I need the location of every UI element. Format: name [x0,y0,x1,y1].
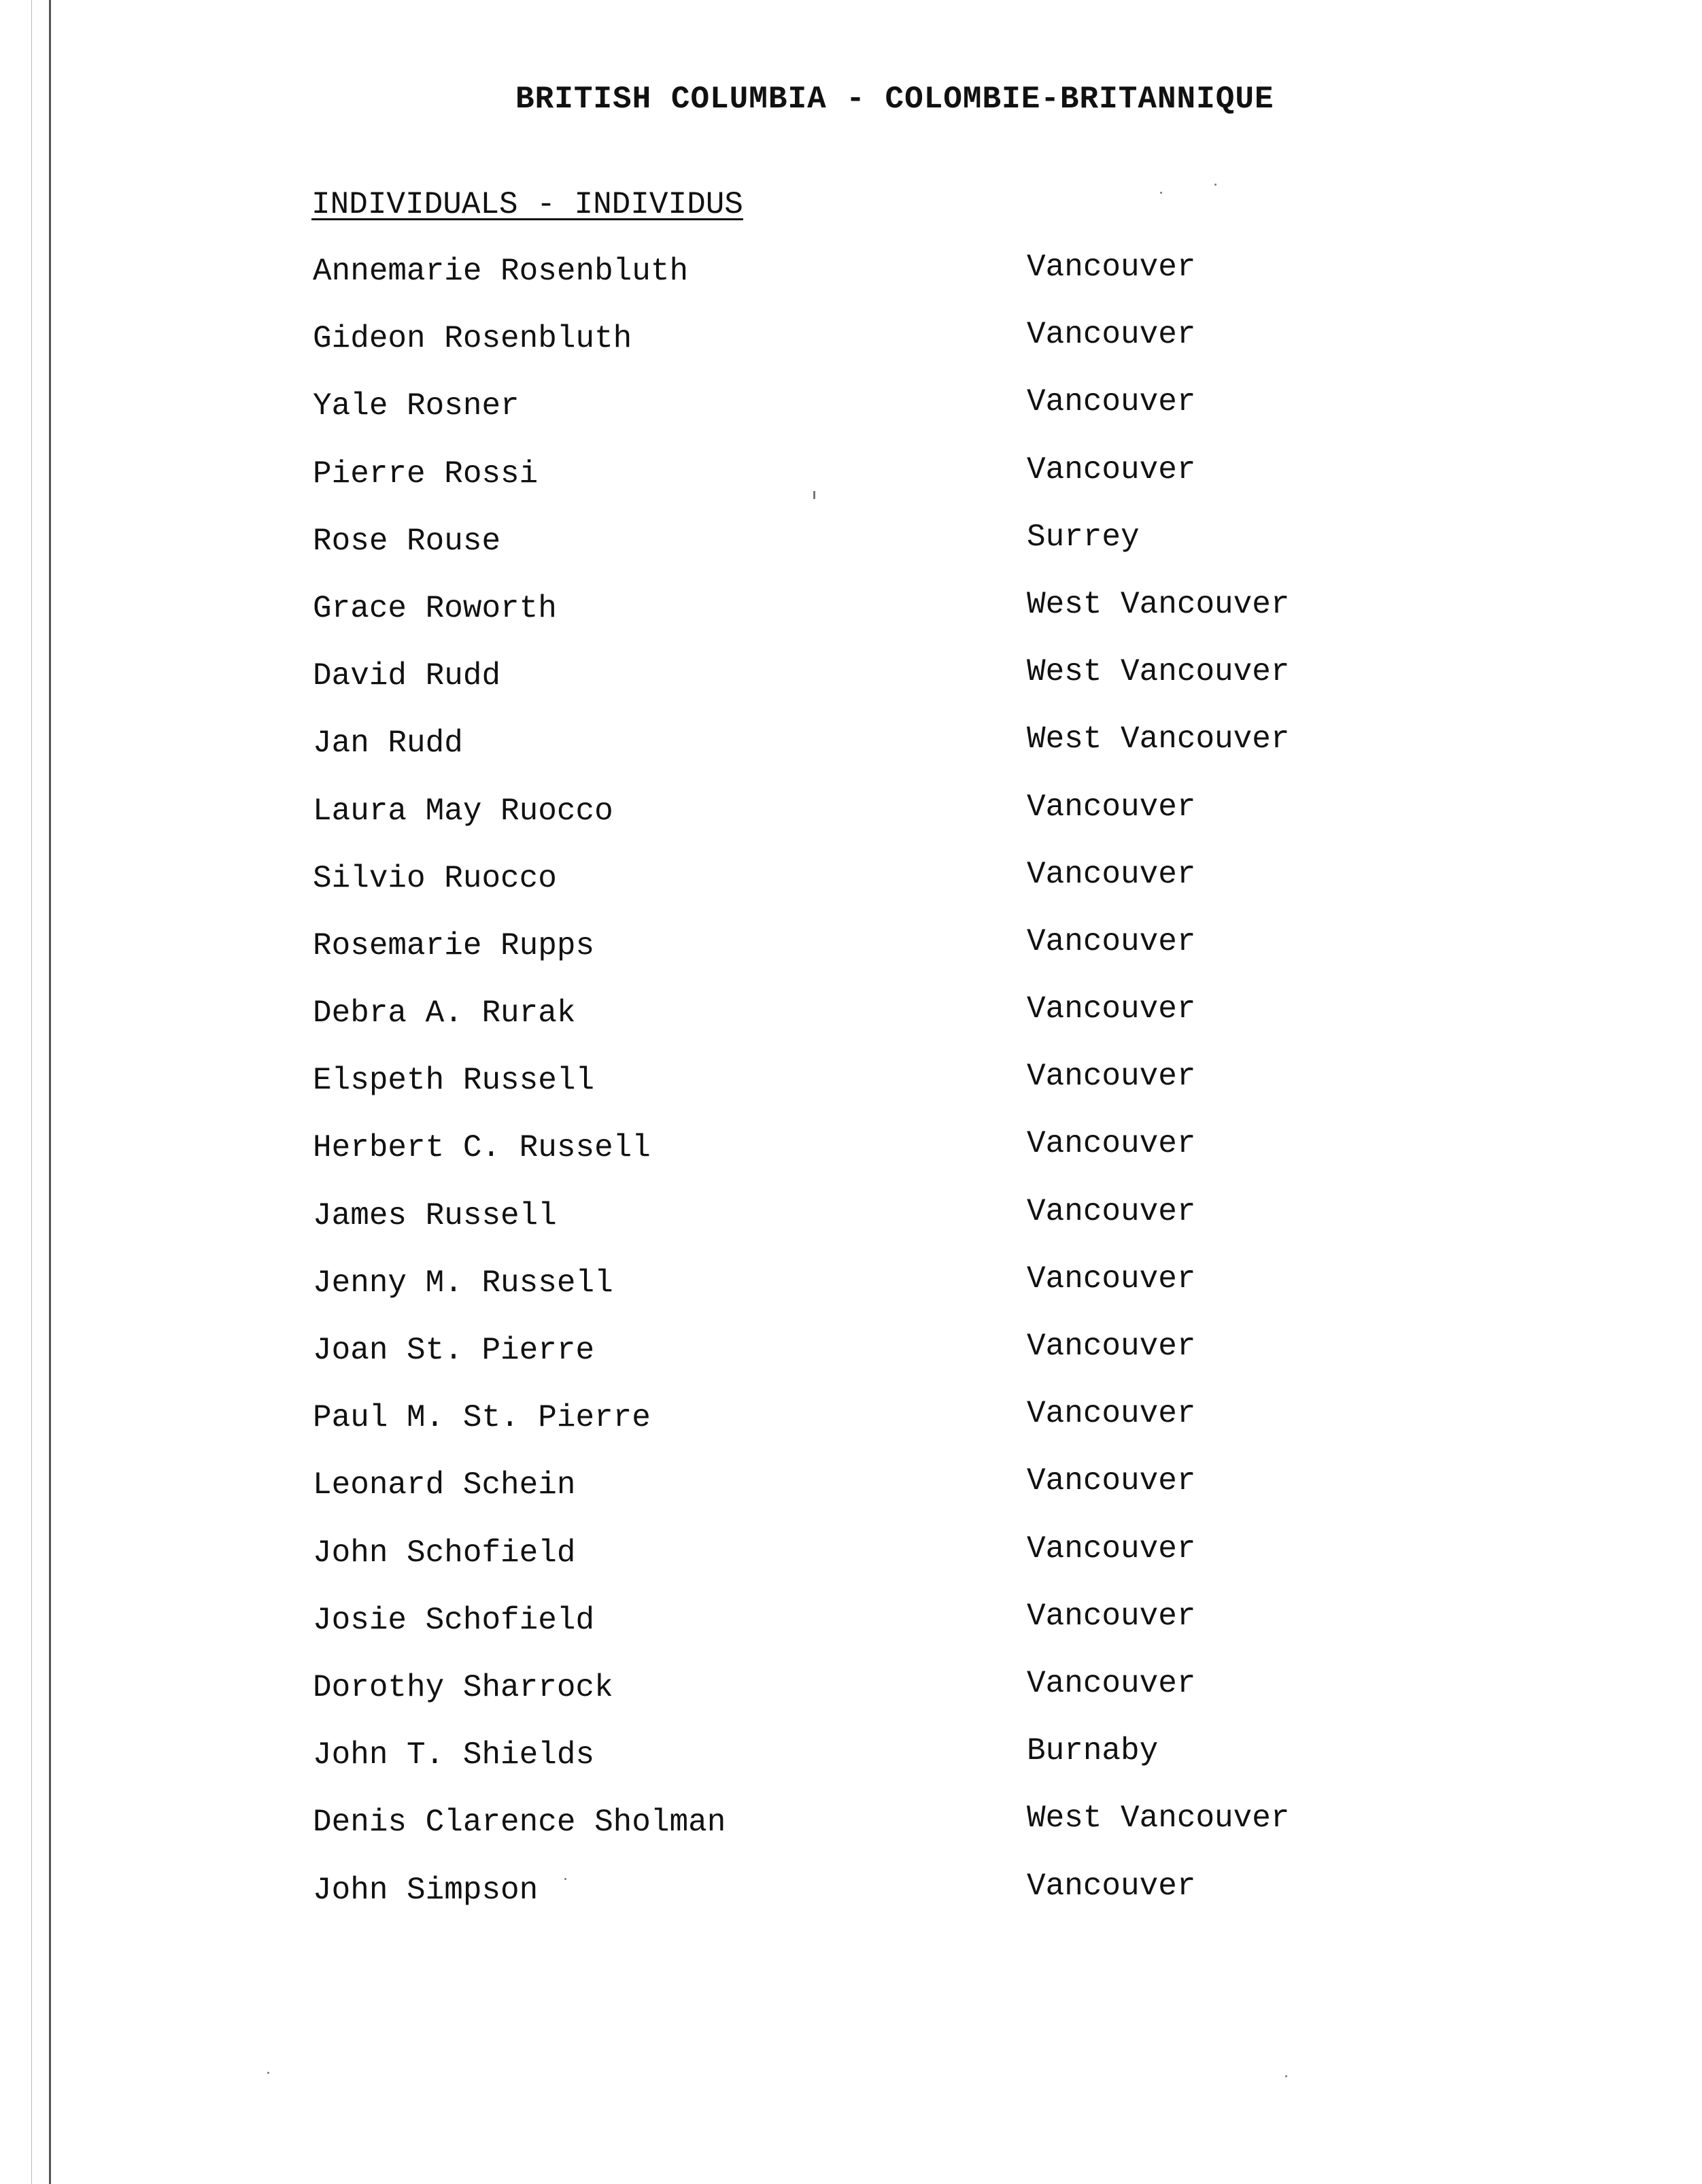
entry-city: West Vancouver [1027,654,1290,690]
entry-name: Denis Clarence Sholman [313,1805,726,1841]
list-item [0,654,1702,726]
list-item [0,789,1702,861]
list-item [0,384,1702,456]
list-item [0,1665,1702,1737]
entry-name: Josie Schofield [313,1602,595,1638]
entry-name: James Russell [313,1197,557,1233]
entry-name: Pierre Rossi [313,456,539,492]
entry-city: Vancouver [1027,1868,1196,1904]
entry-city: Vancouver [1027,250,1196,285]
list-item [0,1329,1702,1400]
list-item [0,1598,1702,1670]
entry-name: Yale Rosner [313,388,520,424]
entry-city: Surrey [1027,519,1140,555]
scan-speck [564,1878,566,1880]
scan-speck [1160,192,1162,194]
section-heading: INDIVIDUALS - INDIVIDUS [311,187,743,222]
entry-city: Vancouver [1027,384,1196,420]
list-item [0,1868,1702,1940]
entry-name: Jan Rudd [313,726,463,762]
list-item [0,250,1702,321]
scan-speck [813,491,815,499]
entry-name: Annemarie Rosenbluth [313,254,689,289]
entry-city: Vancouver [1027,923,1196,959]
entry-city: Vancouver [1027,1598,1196,1634]
entry-name: Debra A. Rurak [313,995,576,1031]
list-item [0,1801,1702,1872]
scan-speck [267,2072,269,2074]
list-item [0,1261,1702,1333]
entry-name: Rose Rouse [313,523,501,559]
list-item [0,519,1702,591]
list-item [0,991,1702,1063]
list-item [0,1059,1702,1130]
entry-city: Vancouver [1027,1059,1196,1095]
entry-name: Leonard Schein [313,1467,576,1503]
entry-name: Silvio Ruocco [313,860,557,896]
list-item [0,1531,1702,1603]
entry-city: Vancouver [1027,1531,1196,1567]
entry-city: Vancouver [1027,856,1196,892]
entry-name: Paul M. St. Pierre [313,1400,651,1436]
entry-city: Vancouver [1027,1261,1196,1297]
list-item [0,586,1702,658]
entry-city: Vancouver [1027,1396,1196,1432]
entry-name: Herbert C. Russell [313,1130,651,1166]
scan-speck [1214,184,1216,186]
entry-name: Grace Roworth [313,590,557,626]
list-item [0,923,1702,995]
entry-name: Jenny M. Russell [313,1265,613,1301]
entry-name: Joan St. Pierre [313,1333,595,1368]
entry-name: John Schofield [313,1535,576,1571]
entry-city: Vancouver [1027,991,1196,1027]
page-title: BRITISH COLUMBIA - COLOMBIE-BRITANNIQUE [515,82,1274,117]
entry-city: Vancouver [1027,1193,1196,1229]
list-item [0,1396,1702,1467]
entry-city: West Vancouver [1027,721,1290,757]
entry-city: Vancouver [1027,1463,1196,1499]
entry-city: Vancouver [1027,1665,1196,1701]
entry-city: Vancouver [1027,451,1196,488]
entry-name: John Simpson [313,1872,539,1908]
entry-name: Laura May Ruocco [313,793,613,829]
list-item [0,317,1702,388]
entry-name: John T. Shields [313,1737,595,1773]
entry-city: Vancouver [1027,1329,1196,1364]
entry-city: Burnaby [1027,1733,1159,1769]
list-item [0,1193,1702,1265]
entry-name: Dorothy Sharrock [313,1669,613,1705]
entry-name: Gideon Rosenbluth [313,321,632,357]
individuals-list [0,250,1702,1940]
entry-city: West Vancouver [1027,586,1290,622]
list-item [0,721,1702,793]
entry-city: Vancouver [1027,317,1196,353]
entry-name: David Rudd [313,658,501,694]
scan-speck [1285,2075,1287,2077]
list-item [0,856,1702,928]
list-item [0,1733,1702,1805]
list-item [0,1126,1702,1197]
entry-city: Vancouver [1027,1126,1196,1162]
entry-name: Elspeth Russell [313,1063,595,1099]
entry-name: Rosemarie Rupps [313,927,595,963]
list-item [0,1463,1702,1535]
entry-city: Vancouver [1027,789,1196,825]
entry-city: West Vancouver [1027,1801,1290,1837]
list-item [0,451,1702,524]
